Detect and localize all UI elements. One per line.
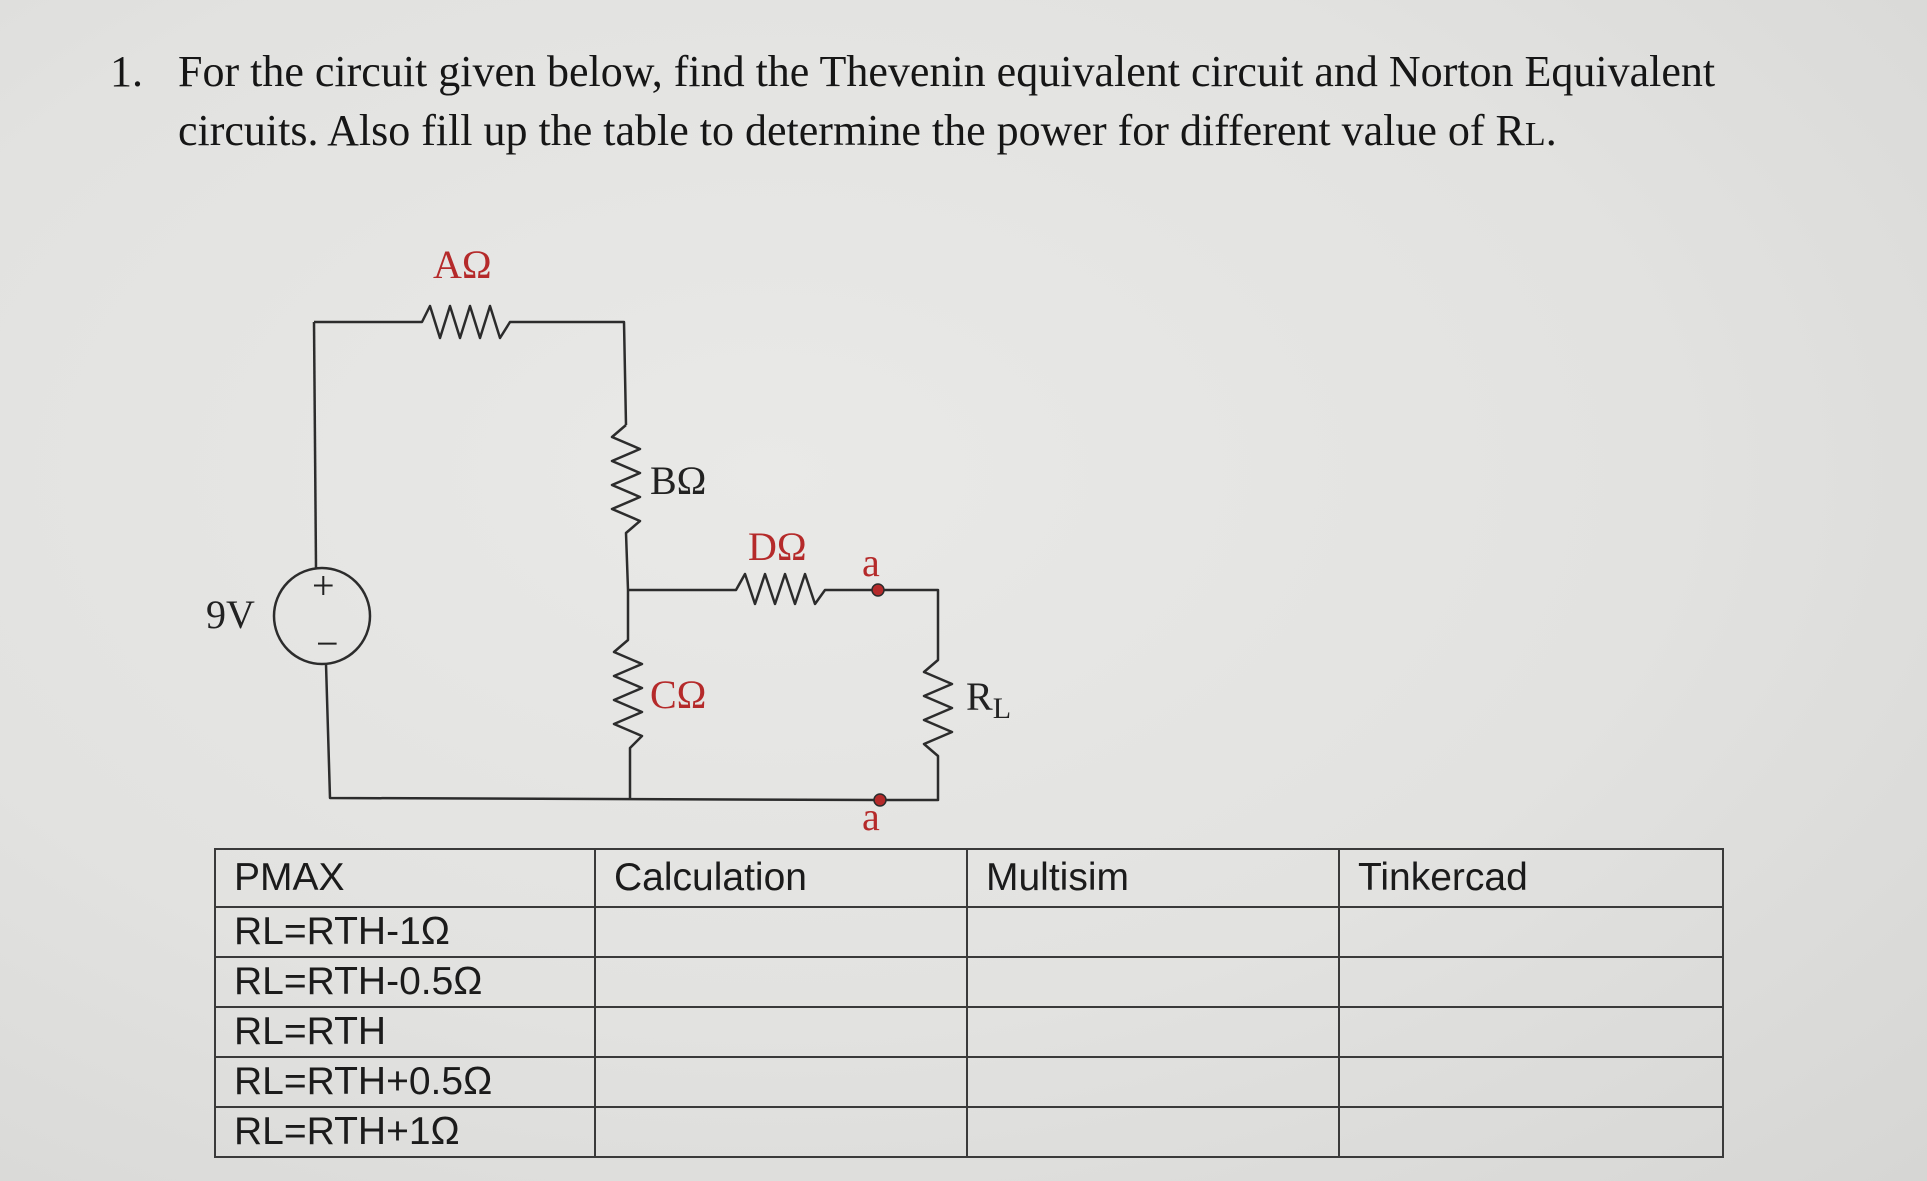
multisim-cell <box>967 1057 1339 1107</box>
resistor-d-label: DΩ <box>748 524 807 569</box>
table-row <box>215 957 1723 1007</box>
tinkercad-cell <box>1339 1057 1723 1107</box>
terminal-a-top-dot <box>872 584 884 596</box>
tinkercad-cell <box>1339 1007 1723 1057</box>
row-label: RL=RTH <box>215 1007 595 1057</box>
tinkercad-cell <box>1339 1107 1723 1157</box>
header-tinkercad: Tinkercad <box>1339 849 1723 907</box>
source-minus: − <box>316 621 339 666</box>
multisim-cell <box>967 1007 1339 1057</box>
wire-left-lower <box>326 664 880 800</box>
question-body: For the circuit given below, find the Thevenin equivalent circuit and Norton Equivalent circuits. Also fill up the table to determine the power for different value of R <box>178 47 1716 155</box>
source-plus: + <box>312 563 335 608</box>
multisim-cell <box>967 907 1339 957</box>
power-table <box>214 848 1724 1158</box>
source-label: 9V <box>206 592 255 637</box>
load-label-sub: L <box>992 692 1012 725</box>
tinkercad-cell <box>1339 907 1723 957</box>
row-label: RL=RTH-0.5Ω <box>215 957 595 1007</box>
wire-middle <box>628 574 878 604</box>
multisim-cell <box>967 1107 1339 1157</box>
header-multisim: Multisim <box>967 849 1339 907</box>
calculation-cell <box>595 1007 967 1057</box>
wire-left <box>314 322 316 568</box>
header-calculation: Calculation <box>595 849 967 907</box>
question-number: 1. <box>110 47 143 96</box>
calculation-cell <box>595 907 967 957</box>
resistor-c-label: CΩ <box>650 672 707 717</box>
table-row <box>215 907 1723 957</box>
resistor-b-label: BΩ <box>650 458 707 503</box>
row-label: RL=RTH-1Ω <box>215 907 595 957</box>
question-end: . <box>1545 106 1557 155</box>
row-label: RL=RTH+1Ω <box>215 1107 595 1157</box>
multisim-cell <box>967 957 1339 1007</box>
calculation-cell <box>595 1107 967 1157</box>
resistor-c-symbol <box>614 590 642 800</box>
load-label-main: R <box>966 674 993 719</box>
wire-top <box>314 306 626 425</box>
calculation-cell <box>595 1057 967 1107</box>
table-row <box>215 1007 1723 1057</box>
terminal-a-top-label: a <box>862 540 880 585</box>
header-pmax: PMAX <box>215 849 595 907</box>
table-row <box>215 1057 1723 1107</box>
question-subscript: L <box>1524 116 1546 153</box>
tinkercad-cell <box>1339 957 1723 1007</box>
table-header-row <box>215 849 1723 907</box>
calculation-cell <box>595 957 967 1007</box>
table-row <box>215 1107 1723 1157</box>
resistor-b-symbol <box>612 425 640 590</box>
row-label: RL=RTH+0.5Ω <box>215 1057 595 1107</box>
wire-load <box>878 590 952 800</box>
resistor-a-label: AΩ <box>433 242 492 287</box>
terminal-a-bottom-label: a <box>862 794 880 839</box>
load-label <box>966 674 1011 725</box>
